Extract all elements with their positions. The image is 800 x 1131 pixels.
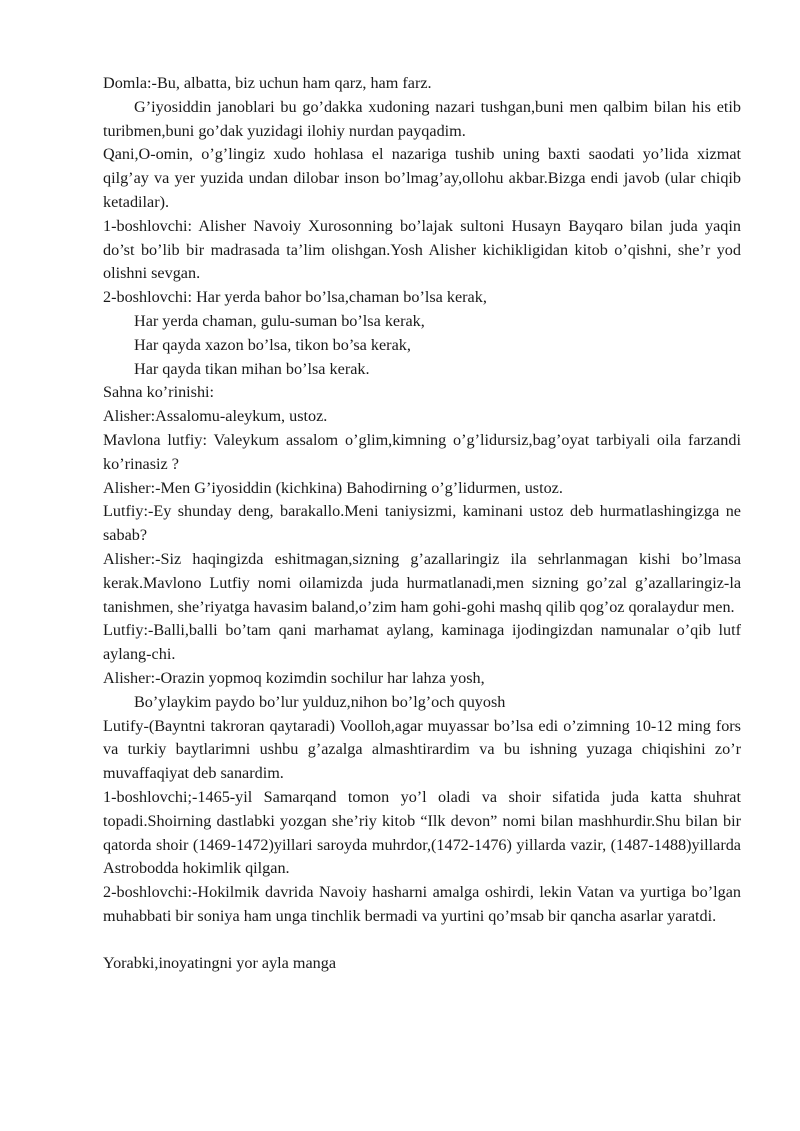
dialogue-lutfiy-question: Lutfiy:-Ey shunday deng, barakallo.Meni taniysizmi, kaminani ustoz deb hurmatlashingizga ne sabab? <box>103 502 741 545</box>
closing-verse: Yorabki,inoyatingni yor ayla manga <box>103 954 337 973</box>
dialogue-alisher-greeting: Alisher:Assalomu-aleykum, ustoz. <box>103 407 328 426</box>
dialogue-lutfiy-reply: Mavlona lutfiy: Valeykum assalom o’glim,kimning o’g’lidursiz,bag’oyat tarbiyali oila farzandi ko’rinasiz ? <box>103 430 741 473</box>
verse-line-1: 2-boshlovchi: Har yerda bahor bo’lsa,chaman bo’lsa kerak, <box>103 288 487 307</box>
paragraph-boshlovchi-1: 1-boshlovchi: Alisher Navoiy Xurosonning bo’lajak sultoni Husayn Bayqaro bilan juda yaqin do’st bo’lib bir madrasada ta’lim olishgan.Yosh Alisher kichikligidan kitob o’qishni, she’r yod olishni sevgan. <box>103 216 741 283</box>
verse-line-4: Har qayda tikan mihan bo’lsa kerak. <box>134 359 370 378</box>
dialogue-alisher-verse-2: Bo’ylaykim paydo bo’lur yulduz,nihon bo’lg’och quyosh <box>134 692 506 711</box>
paragraph-qani-omin: Qani,O-omin, o’g’lingiz xudo hohlasa el nazariga tushib uning baxti saodati yo’lida xizmat qilg’ay va yer yuzida undan dilobar inson bo’lmag’ay,ollohu akbar.Bizga endi javob (ular chiqib ketadilar). <box>103 145 741 211</box>
dialogue-lutfiy-praise: Lutify-(Bayntni takroran qaytaradi) Voolloh,agar muyassar bo’lsa edi o’zimning 10-12 ming fors va turkiy baytlarimni ushbu g’azalga almashtirardim va bu ishning yuzaga chiqishini zo’r muvaffaqiyat deb sanardim. <box>103 716 741 783</box>
paragraph-giyosiddin: G’iyosiddin janoblari bu go’dakka xudoning nazari tushgan,buni men qalbim bilan his etib turibmen,buni go’dak yuzidagi ilohiy nurdan payqadim. <box>103 97 741 140</box>
dialogue-lutfiy-request: Lutfiy:-Balli,balli bo’tam qani marhamat aylang, kaminaga ijodingizdan namunalar o’qib lutf aylang-chi. <box>103 621 741 664</box>
dialogue-alisher-verse: Alisher:-Orazin yopmoq kozimdin sochilur har lahza yosh, <box>103 668 485 687</box>
paragraph-boshlovchi-1-biography: 1-boshlovchi;-1465-yil Samarqand tomon yo’l oladi va shoir sifatida juda katta shuhrat topadi.Shoirning dastlabki yozgan she’riy kitob “Ilk devon” nomi bilan mashhurdir.Shu bilan bir qatorda shoir (1469-1472)yillari saroyda muhrdor,(1472-1476) yillarda vazir, (1487-1488)yillarda Astrobodda hokimlik qilgan. <box>103 787 741 878</box>
paragraph-domla: Domla:-Bu, albatta, biz uchun ham qarz, ham farz. <box>103 74 432 92</box>
verse-line-2: Har yerda chaman, gulu-suman bo’lsa kerak, <box>134 311 425 330</box>
scene-heading: Sahna ko’rinishi: <box>103 383 215 402</box>
dialogue-alisher-intro: Alisher:-Men G’iyosiddin (kichkina) Bahodirning o’g’lidurmen, ustoz. <box>103 478 563 497</box>
document-page <box>103 72 741 976</box>
verse-line-3: Har qayda xazon bo’lsa, tikon bo’sa kerak, <box>134 335 411 354</box>
blank-line <box>103 929 741 953</box>
paragraph-boshlovchi-2-biography: 2-boshlovchi:-Hokilmik davrida Navoiy hasharni amalga oshirdi, lekin Vatan va yurtiga bo’lgan muhabbati bir soniya ham unga tinchlik bermadi va yurtini qo’msab bir qancha asarlar yaratdi. <box>103 883 741 925</box>
dialogue-alisher-answer: Alisher:-Siz haqingizda eshitmagan,sizning g’azallaringiz ila sehrlanmagan kishi bo’lmasa kerak.Mavlono Lutfiy nomi oilamizda juda hurmatlanadi,men sizning go’zal g’azallaringiz-la tanishmen, she’riyatga havasim baland,o’zim ham gohi-gohi mashq qilib qog’oz qoralaydur men. <box>103 549 741 616</box>
